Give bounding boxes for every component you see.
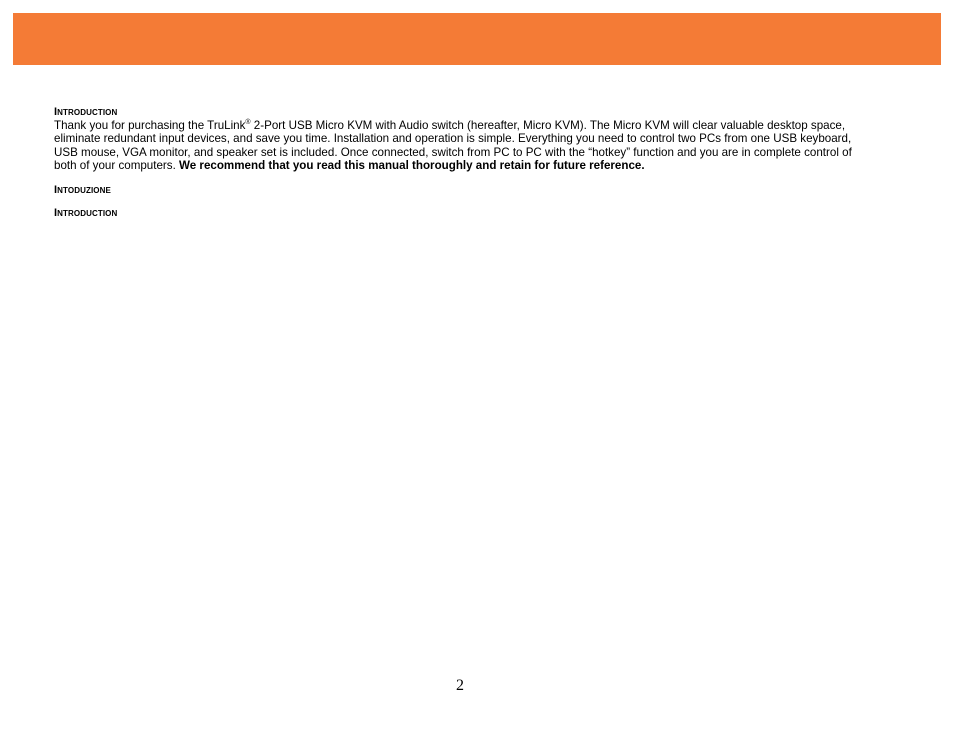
header-band <box>13 13 941 65</box>
intoduzione-heading: Intoduzione <box>54 183 111 196</box>
page-number: 2 <box>456 677 464 694</box>
introduction-paragraph <box>54 119 874 173</box>
registered-mark: ® <box>245 119 251 126</box>
intro-text-start: Thank you for purchasing the TruLink <box>54 119 246 132</box>
document-content <box>54 106 874 220</box>
intro-text-main: 2-Port USB Micro KVM with Audio switch (hereafter, Micro KVM). The Micro KVM will clear valuable desktop space, eliminate redundant input devices, and save you time. Installation and operation is simple. Everything you need to control two PCs from one USB keyboard, USB mouse, VGA monitor, and speaker set is included. Once connected, switch from PC to PC with the “hotkey” function and you are in complete control of both of your computers. <box>54 119 852 173</box>
introduction-heading: Introduction <box>54 106 118 118</box>
introduction-heading-2: Introduction <box>54 206 118 219</box>
intro-recommendation: We recommend that you read this manual thoroughly and retain for future reference. <box>179 159 645 173</box>
